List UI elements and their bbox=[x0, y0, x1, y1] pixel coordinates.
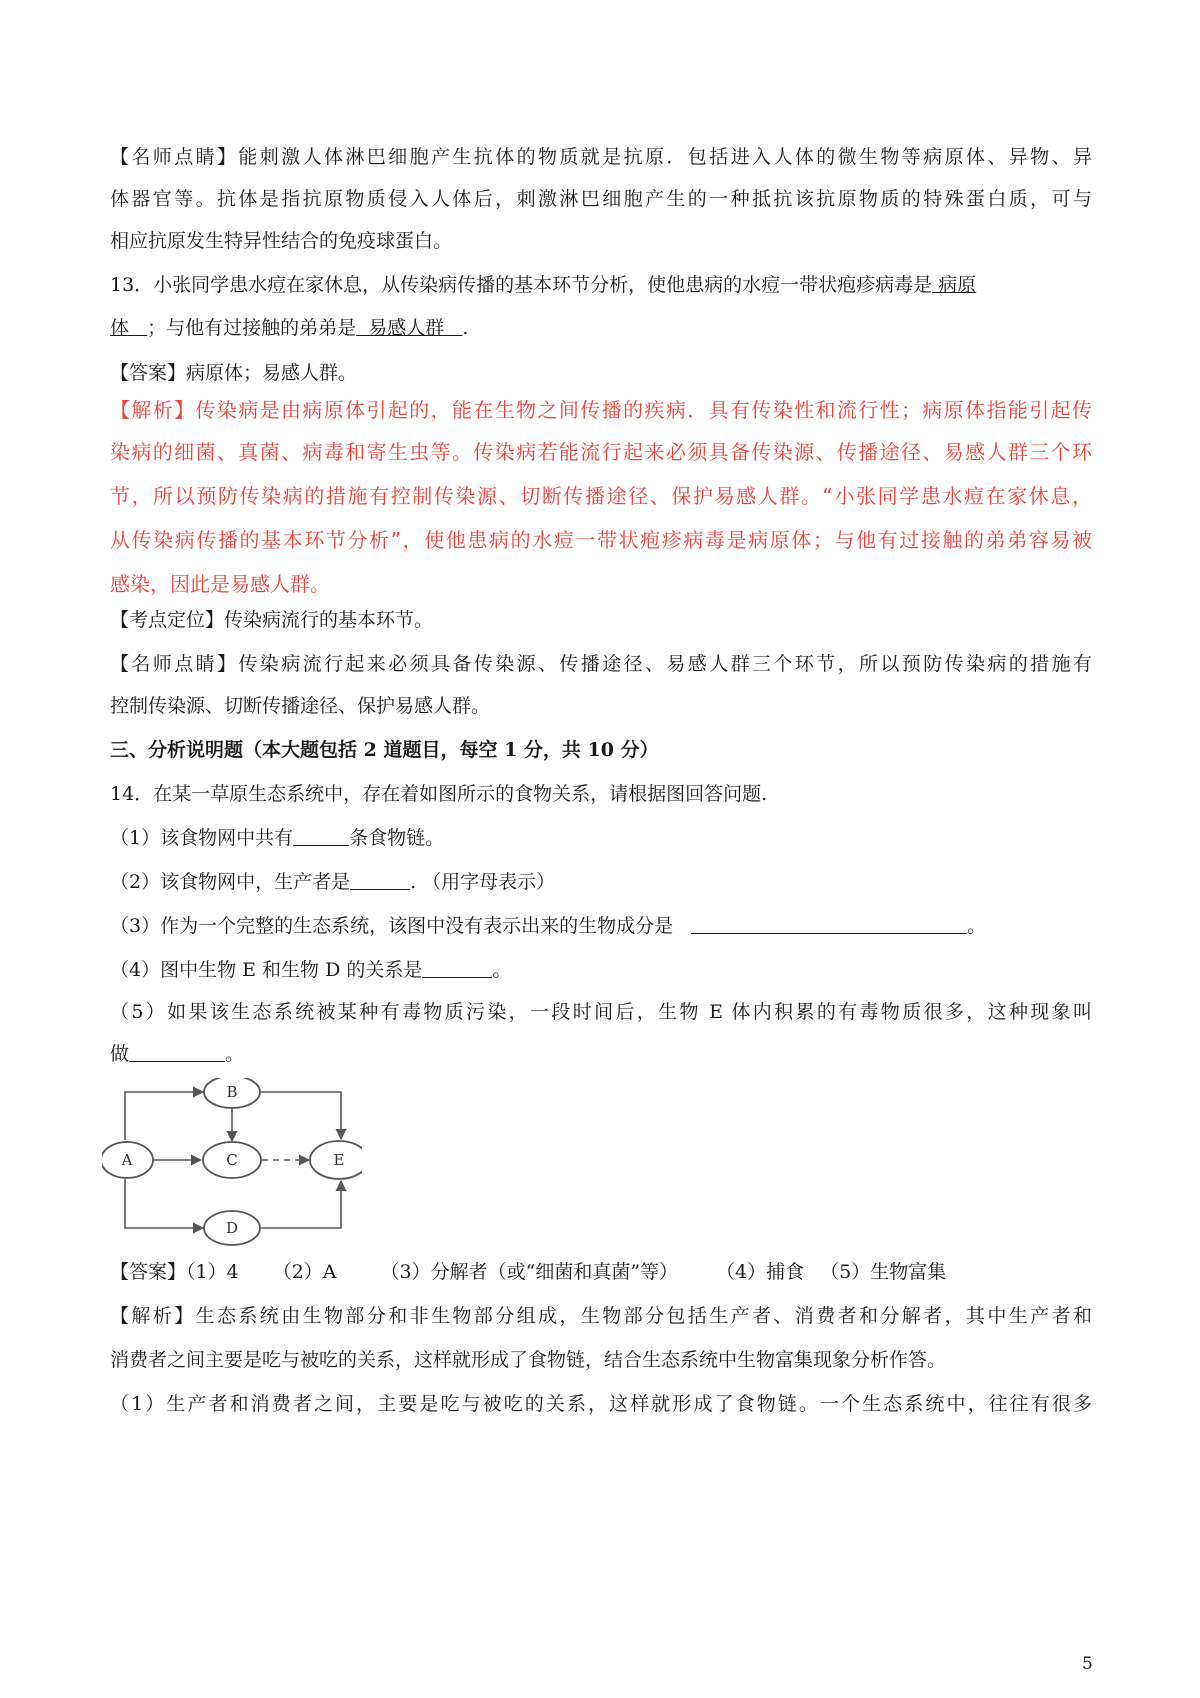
answer-item: （5）生物富集 bbox=[820, 1261, 947, 1283]
answer-item: （4）捕食 bbox=[716, 1261, 805, 1283]
sub-question-4 bbox=[110, 956, 511, 984]
blank bbox=[293, 825, 349, 846]
answer-item: （3）分解者（或“细菌和真菌”等） bbox=[380, 1261, 679, 1283]
blank bbox=[129, 1041, 225, 1062]
sub-question-2 bbox=[110, 868, 555, 896]
question-text: （3）作为一个完整的生态系统，该图中没有表示出来的生物成分是 bbox=[110, 915, 674, 937]
analysis-line: 【解析】生态系统由生物部分和非生物部分组成，生物部分包括生产者、消费者和分解者，其中生产者和 bbox=[110, 1305, 1092, 1327]
page-number: 5 bbox=[1082, 1654, 1093, 1674]
question-text: ；与他有过接触的弟弟是 bbox=[147, 317, 357, 339]
arrow-b-e bbox=[261, 1092, 341, 1139]
note-line: 体器官等。抗体是指抗原物质侵入人体后，刺激淋巴细胞产生的一种抵抗该抗原物质的特殊蛋白质，可与 bbox=[110, 188, 1092, 210]
question-text: 条食物链。 bbox=[349, 827, 445, 849]
blank bbox=[422, 957, 492, 978]
node-label-b: B bbox=[226, 1083, 238, 1101]
answer-item: （1）4 bbox=[186, 1261, 239, 1283]
note-line: 【名师点睛】传染病流行起来必须具备传染源、传播途径、易感人群三个环节，所以预防传染病的措施有 bbox=[110, 653, 1092, 675]
sub-question-1 bbox=[110, 824, 444, 852]
answer-fill: 体 bbox=[110, 317, 148, 339]
question-text: （1）该食物网中共有 bbox=[110, 827, 294, 849]
analysis-line: （1）生产者和消费者之间，主要是吃与被吃的关系，这样就形成了食物链。一个生态系统中，往往有很多 bbox=[110, 1393, 1092, 1415]
answer-line: 【答案】病原体；易感人群。 bbox=[110, 362, 358, 384]
analysis-line: 节，所以预防传染病的措施有控制传染源、切断传播途径、保护易感人群。“小张同学患水痘在家休息， bbox=[110, 484, 1092, 508]
sub-question-3 bbox=[110, 912, 986, 940]
question-text: . （用字母表示） bbox=[410, 871, 556, 893]
question-text: 13．小张同学患水痘在家休息，从传染病传播的基本环节分析，使他患病的水痘一带状疱疹病毒是 bbox=[110, 274, 933, 296]
node-label-d: D bbox=[225, 1219, 239, 1237]
question-text: 。 bbox=[225, 1043, 245, 1065]
arrow-a-b bbox=[125, 1092, 203, 1140]
blank bbox=[350, 869, 410, 890]
answer-line bbox=[110, 1258, 946, 1286]
analysis-line: 感染，因此是易感人群。 bbox=[110, 572, 330, 596]
sub-question-5-line2 bbox=[110, 1040, 244, 1068]
node-label-c: C bbox=[226, 1151, 238, 1169]
answer-fill: 易感人群 bbox=[356, 317, 463, 339]
blank bbox=[691, 913, 967, 934]
note-line: 控制传染源、切断传播途径、保护易感人群。 bbox=[110, 695, 491, 717]
analysis-line: 染病的细菌、真菌、病毒和寄生虫等。传染病若能流行起来必须具备传染源、传播途径、易感人群三个环 bbox=[110, 440, 1092, 464]
question-13-line1 bbox=[110, 271, 976, 299]
arrow-d-e bbox=[261, 1181, 341, 1228]
question-text: 做 bbox=[110, 1043, 130, 1065]
analysis-line: 【解析】传染病是由病原体引起的，能在生物之间传播的疾病．具有传染性和流行性；病原体指能引起传 bbox=[110, 398, 1092, 422]
question-text: . bbox=[462, 317, 469, 339]
section-heading: 三、分析说明题（本大题包括 2 道题目，每空 1 分，共 10 分） bbox=[110, 739, 659, 761]
analysis-line: 消费者之间主要是吃与被吃的关系，这样就形成了食物链，结合生态系统中生物富集现象分析作答。 bbox=[110, 1349, 947, 1371]
food-web-diagram bbox=[102, 1078, 362, 1248]
note-line: 相应抗原发生特异性结合的免疫球蛋白。 bbox=[110, 230, 453, 252]
question-text: （2）该食物网中，生产者是 bbox=[110, 871, 351, 893]
note-line: 【名师点睛】能刺激人体淋巴细胞产生抗体的物质就是抗原．包括进入人体的微生物等病原体、异物、异 bbox=[110, 146, 1092, 168]
question-text: 。 bbox=[967, 915, 987, 937]
analysis-line: 从传染病传播的基本环节分析”，使他患病的水痘一带状疱疹病毒是病原体；与他有过接触的弟弟容易被 bbox=[110, 528, 1092, 552]
question-text: （4）图中生物 E 和生物 D 的关系是 bbox=[110, 959, 423, 981]
question-text: 。 bbox=[492, 959, 512, 981]
kaodian-line: 【考点定位】传染病流行的基本环节。 bbox=[110, 609, 434, 631]
answer-fill: 病原 bbox=[932, 274, 977, 296]
question-13-line2 bbox=[110, 314, 468, 342]
arrow-a-d bbox=[125, 1179, 203, 1228]
answer-label: 【答案】 bbox=[110, 1261, 187, 1283]
question-14-stem: 14．在某一草原生态系统中，存在着如图所示的食物关系，请根据图回答问题. bbox=[110, 783, 768, 805]
sub-question-5: （5）如果该生态系统被某种有毒物质污染，一段时间后，生物 E 体内积累的有毒物质很多，这种现象叫 bbox=[110, 1001, 1092, 1023]
node-label-a: A bbox=[121, 1151, 133, 1169]
node-label-e: E bbox=[333, 1151, 345, 1169]
answer-item: （2）A bbox=[272, 1261, 337, 1283]
